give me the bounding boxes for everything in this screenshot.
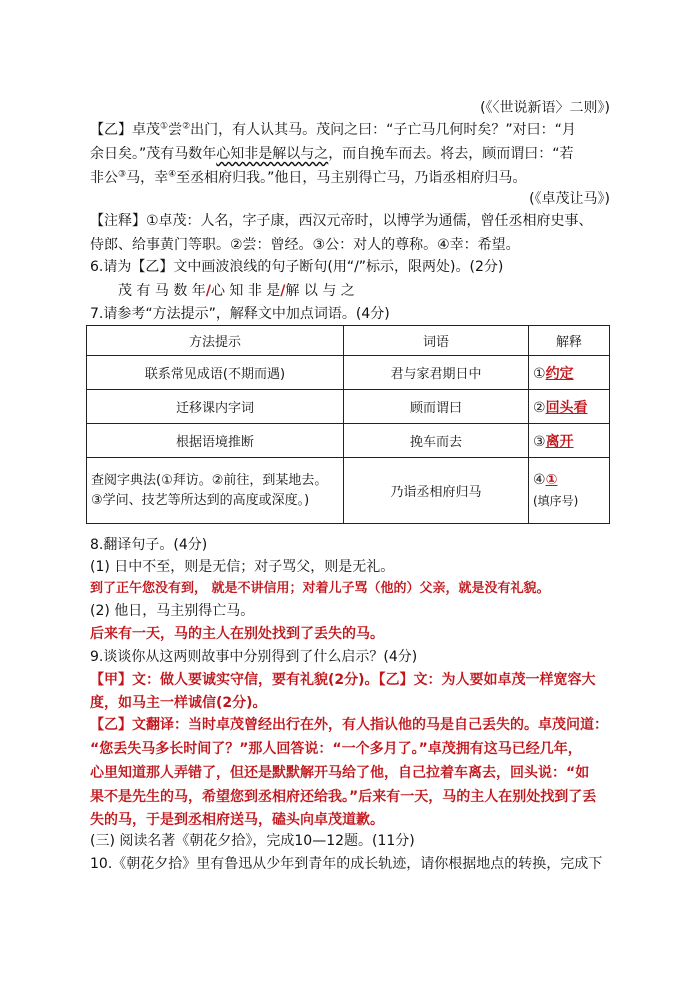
footnote-marker: ④ — [168, 169, 177, 180]
method-cell — [87, 458, 344, 524]
yi-text-line-2 — [90, 145, 610, 163]
notes-line-2: 侍郎、给事黄门等职。②尝：曾经。③公：对人的尊称。④幸：希望。 — [90, 237, 520, 253]
header-method: 方法提示 — [87, 326, 344, 356]
answer-text: 回头看 — [545, 399, 588, 416]
question-8-prompt: 8.翻译句子。(4分) — [90, 537, 208, 553]
wavy-underlined-sentence: 心知非是解以与之 — [216, 146, 329, 162]
question-9-answer-line-1: 【甲】文：做人要诚实守信，要有礼貌(2分)。【乙】文：为人要如卓茂一样宽容大 — [90, 672, 596, 688]
method-cell: 联系常见成语(不期而遇) — [87, 356, 344, 390]
question-9-answer-line-2: 度，如马主一样诚信(2分)。 — [90, 695, 267, 711]
item-number: ③ — [533, 433, 546, 450]
text-run: 至丞相府归我。”他日，马主别得亡马，乃诣丞相府归马。 — [176, 170, 527, 186]
answer-text: 离开 — [545, 433, 574, 450]
footnote-marker: ② — [182, 121, 191, 132]
question-8-sentence-2: (2) 他日，马主别得亡马。 — [90, 603, 255, 619]
explanation-cell — [529, 390, 610, 424]
phrase-cell: 挽车而去 — [344, 424, 529, 458]
question-8-sentence-1: (1) 日中不至，则是无信；对子骂父，则是无礼。 — [90, 559, 395, 575]
phrase-cell: 乃诣丞相府归马 — [344, 458, 529, 524]
explanation-cell — [529, 458, 610, 524]
method-line: 查阅字典法(①拜访。②前往，到某地去。 — [91, 472, 328, 488]
table-row — [87, 458, 610, 524]
item-number: ① — [533, 365, 546, 382]
header-explanation: 解释 — [529, 326, 610, 356]
sentence-segment: 解 以 与 之 — [285, 283, 355, 299]
header-phrase: 词语 — [344, 326, 529, 356]
explanation-cell — [529, 356, 610, 390]
section-3-heading: (三) 阅读名著《朝花夕拾》，完成10—12题。(11分) — [90, 833, 415, 849]
item-number: ④ — [533, 472, 546, 488]
text-run: 【乙】卓茂 — [90, 122, 160, 138]
yi-text-line-1 — [90, 121, 610, 139]
translation-line-5: 失的马，于是到丞相府送马，磕头向卓茂道歉。 — [90, 812, 384, 828]
question-6-prompt: 6.请为【乙】文中画波浪线的句子断句(用“/”标示，限两处)。(2分) — [90, 259, 504, 275]
text-run: 尝 — [168, 122, 183, 138]
answer-text: 约定 — [545, 365, 574, 382]
question-8-answer-2: 后来有一天，马的主人在别处找到了丢失的马。 — [90, 626, 384, 642]
translation-line-4: 果不是先生的马，希望您到丞相府还给我。”后来有一天，马的主人在别处找到了丢 — [90, 789, 597, 805]
text-run: 马，幸 — [126, 170, 169, 186]
yi-text-line-3 — [90, 169, 610, 187]
footnote-marker: ① — [160, 121, 169, 132]
question-7-prompt: 7.请参考“方法提示”，解释文中加点词语。(4分) — [90, 306, 390, 322]
hint-text: (填序号) — [533, 494, 579, 508]
text-run: ，而自挽车而去。将去，顾而谓曰：“若 — [328, 146, 574, 162]
break-slash: / — [280, 283, 286, 299]
break-slash: / — [205, 283, 211, 299]
method-cell: 迁移课内字词 — [87, 390, 344, 424]
method-cell: 根据语境推断 — [87, 424, 344, 458]
item-number: ② — [533, 399, 546, 416]
translation-line-2: “您丢失马多长时间了？”那人回答说：“一个多月了。”卓茂拥有这马已经几年， — [90, 741, 582, 757]
question-6-answer — [118, 282, 638, 300]
text-run: 出门，有人认其马。茂问之曰：“子亡马几何时矣？”对曰：“月 — [190, 122, 576, 138]
explanation-cell — [529, 424, 610, 458]
table-row — [87, 356, 610, 390]
text-run: 余日矣。”茂有马数年 — [90, 146, 217, 162]
table-row — [87, 424, 610, 458]
translation-line-1: 【乙】文翻译：当时卓茂曾经出行在外，有人指认他的马是自己丢失的。卓茂问道： — [90, 717, 608, 733]
source-citation-1: (《〈世说新语〉二则》) — [480, 100, 610, 116]
text-run: 非公 — [90, 170, 118, 186]
sentence-segment: 茂 有 马 数 年 — [118, 283, 206, 299]
table-header-row — [87, 326, 610, 356]
phrase-cell: 君与家君期日中 — [344, 356, 529, 390]
phrase-cell: 顾而谓曰 — [344, 390, 529, 424]
footnote-marker: ③ — [118, 169, 127, 180]
translation-line-3: 心里知道那人弄错了，但还是默默解开马给了他，自己拉着车离去，回头说：“如 — [90, 765, 590, 781]
question-8-answer-1: 到了正午您没有到， 就是不讲信用；对着儿子骂（他的）父亲，就是没有礼貌。 — [90, 581, 550, 596]
method-line: ③学问、技艺等所达到的高度或深度。) — [91, 492, 310, 508]
question-9-prompt: 9.谈谈你从这两则故事中分别得到了什么启示？(4分) — [90, 649, 418, 665]
source-citation-2: (《卓茂让马》) — [529, 191, 610, 207]
notes-line-1: 【注释】①卓茂：人名，字子康，西汉元帝时，以博学为通儒，曾任丞相府史事、 — [90, 213, 593, 229]
answer-text: ① — [545, 472, 558, 488]
method-table — [86, 325, 610, 524]
table-row — [87, 390, 610, 424]
sentence-segment: 心 知 非 是 — [210, 283, 281, 299]
question-10-prompt: 10.《朝花夕拾》里有鲁迅从少年到青年的成长轨迹，请你根据地点的转换，完成下 — [90, 856, 603, 872]
